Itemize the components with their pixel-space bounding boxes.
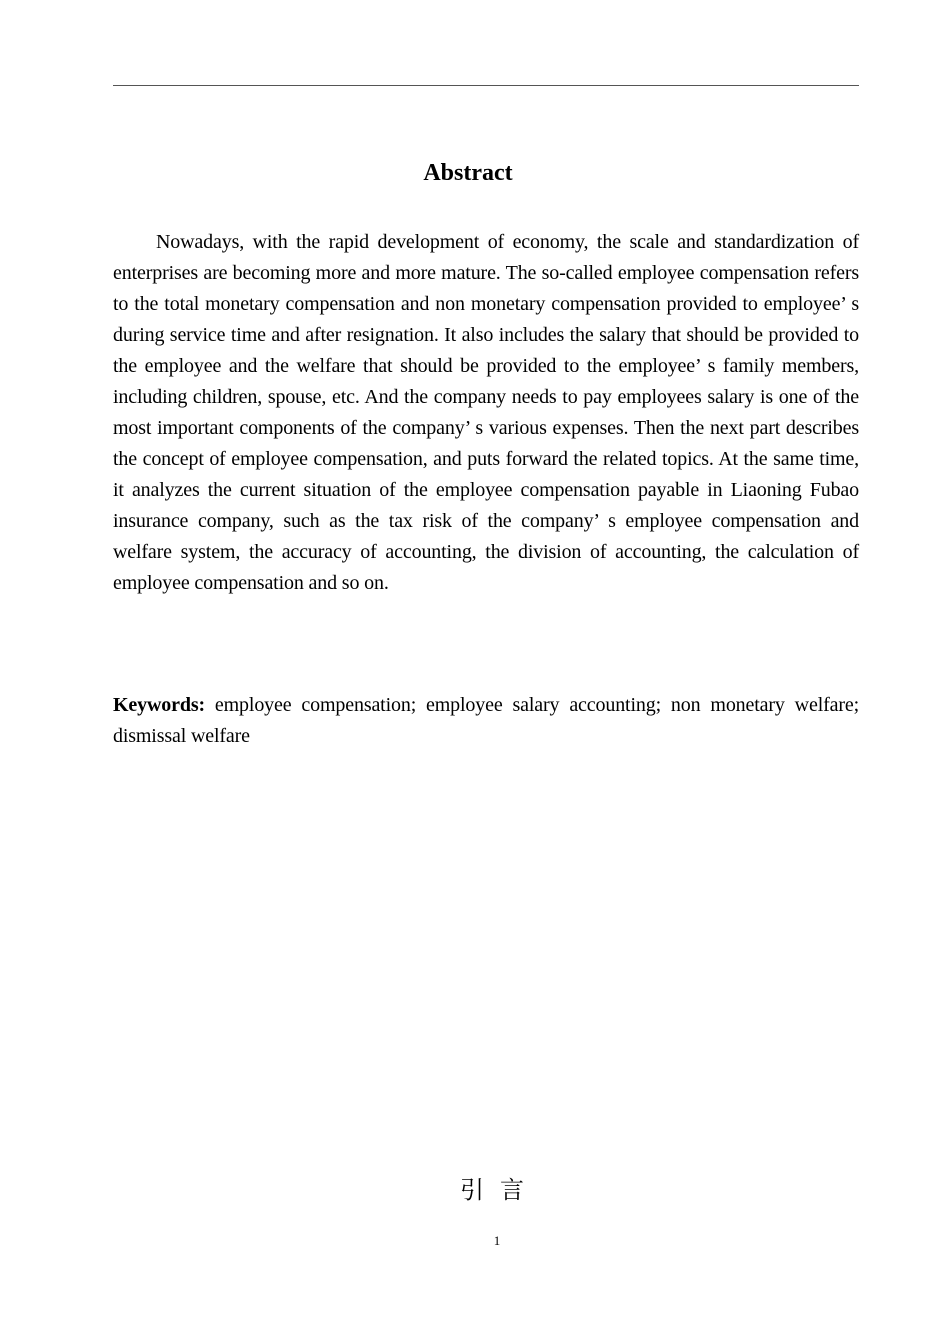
header-rule bbox=[113, 85, 859, 86]
page-number: 1 bbox=[493, 1233, 501, 1248]
abstract-title: Abstract bbox=[423, 160, 513, 186]
keywords-paragraph bbox=[113, 690, 859, 752]
keywords-list: employee compensation; employee salary accounting; non monetary welfare; dismissal welfare bbox=[113, 694, 859, 747]
section-heading-introduction: 引言 bbox=[460, 1176, 540, 1204]
abstract-paragraph: Nowadays, with the rapid development of economy, the scale and standardization of enterprises are becoming more and more mature. The so-called employee compensation refers to the total monetary compensation and non monetary compensation provided to employee’ s during service time and after resignation. It also includes the salary that should be provided to the employee and the welfare that should be provided to the employee’ s family members, including children, spouse, etc. And the company needs to pay employees salary is one of the most important components of the company’ s various expenses. Then the next part describes the concept of employee compensation, and puts forward the related topics. At the same time, it analyzes the current situation of the employee compensation payable in Liaoning Fubao insurance company, such as the tax risk of the company’ s employee compensation and welfare system, the accuracy of accounting, the division of accounting, the calculation of employee compensation and so on. bbox=[113, 231, 859, 594]
keywords-label: Keywords: bbox=[113, 694, 205, 716]
